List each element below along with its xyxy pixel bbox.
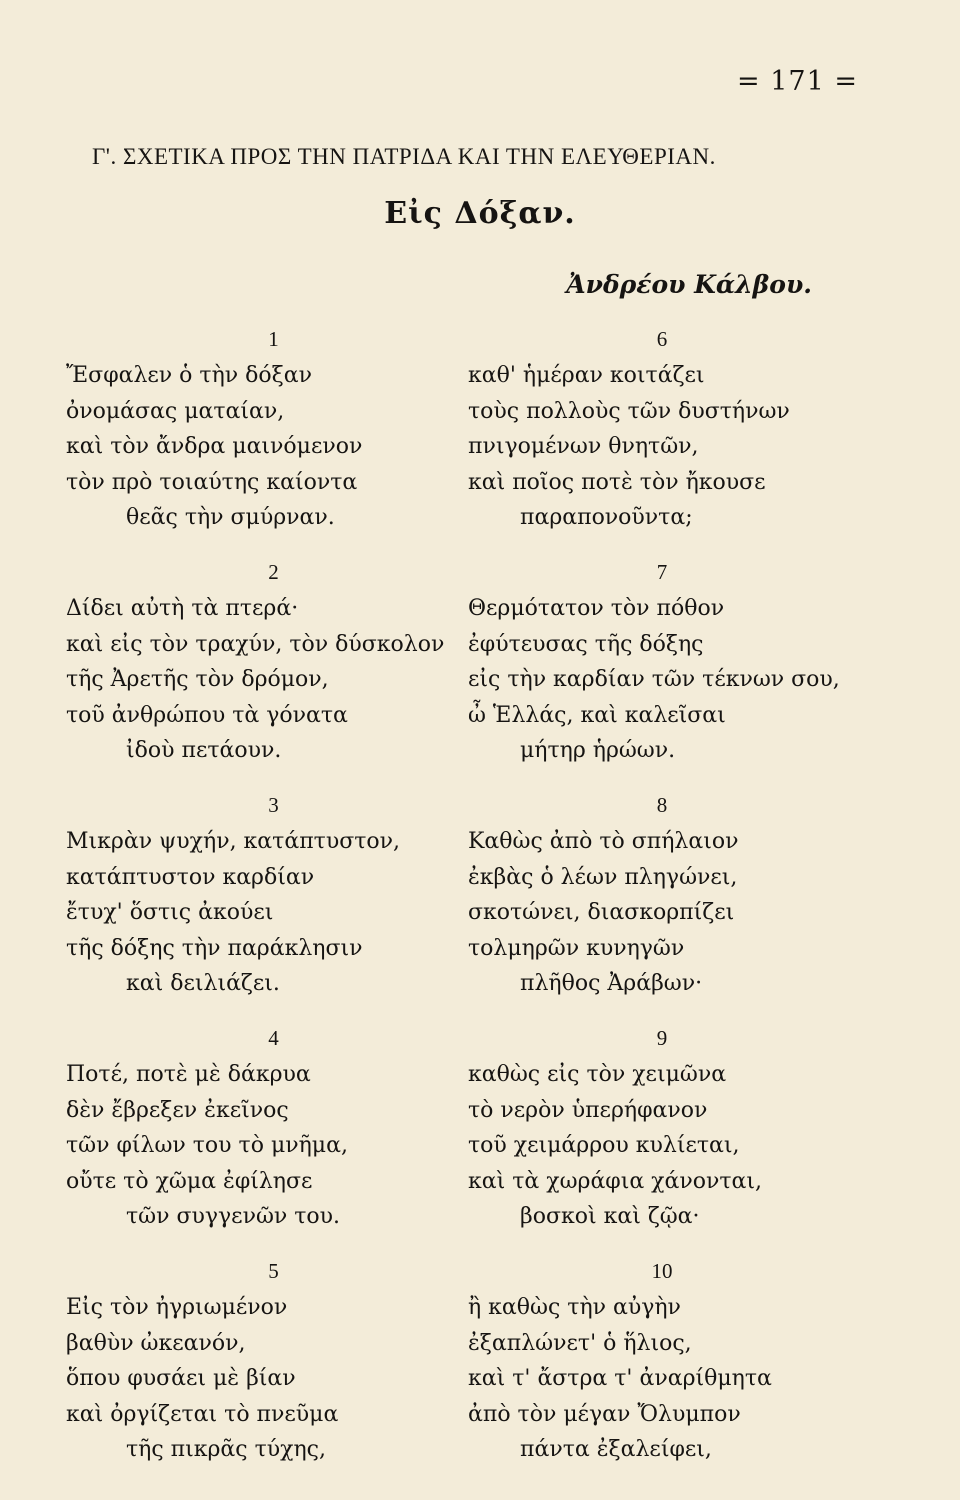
stanza-number: 8 [656, 793, 668, 817]
verse-line: ὀνομάσας ματαίαν, [66, 398, 285, 424]
stanza [66, 320, 466, 553]
stanza [66, 553, 466, 786]
verse-line: τοὺς πολλοὺς τῶν δυστήνων [468, 398, 790, 424]
stanza [468, 1252, 868, 1485]
stanza-number: 4 [268, 1026, 279, 1050]
verse-line: τοῦ ἀνθρώπου τὰ γόνατα [66, 702, 348, 728]
verse-line: καὶ δειλιάζει. [126, 971, 280, 996]
verse-line: τῶν φίλων του τὸ μνῆμα, [66, 1133, 348, 1158]
verse-line: Ἔσφαλεν ὁ τὴν δόξαν [66, 363, 312, 388]
verse-line: καὶ ὀργίζεται τὸ πνεῦμα [66, 1401, 339, 1427]
verse-line: ἐξαπλώνετ' ὁ ἥλιος, [468, 1330, 692, 1356]
verse-line: μήτηρ ἡρώων. [520, 738, 676, 763]
verse-line: παραπονοῦντα; [520, 505, 693, 530]
stanza-number: 10 [651, 1259, 673, 1283]
stanza-number: 7 [656, 560, 668, 584]
poem-title: Εἰς Δόξαν. [384, 196, 576, 231]
verse-line: κατάπτυστον καρδίαν [66, 864, 315, 890]
author-byline: Ἀνδρέου Κάλβου. [566, 270, 812, 299]
verse-line: τολμηρῶν κυνηγῶν [468, 935, 685, 961]
verse-line: ἰδοὺ πετάουν. [126, 738, 282, 763]
stanza-number: 9 [656, 1026, 668, 1050]
verse-line: καὶ τὸν ἄνδρα μαινόμενον [66, 434, 363, 459]
stanza [468, 553, 868, 786]
stanza [66, 786, 466, 1019]
stanza-number: 6 [656, 327, 668, 351]
section-heading: Γ'. ΣΧΕΤΙΚΑ ΠΡΟΣ ΤΗΝ ΠΑΤΡΙΔΑ ΚΑΙ ΤΗΝ ΕΛΕΥΘΕΡΙΑΝ. [92, 144, 716, 169]
verse-line: ἔτυχ' ὅστις ἀκούει [66, 900, 274, 925]
verse-line: τῆς Ἀρετῆς τὸν δρόμον, [66, 667, 329, 692]
stanza-number: 2 [268, 560, 279, 584]
verse-line: καθὼς εἰς τὸν χειμῶνα [468, 1062, 727, 1087]
verse-line: βαθὺν ὠκεανόν, [66, 1330, 246, 1356]
verse-line: τῆς δόξης τὴν παράκλησιν [66, 935, 363, 961]
verse-line: ἀπὸ τὸν μέγαν Ὄλυμπον [468, 1401, 741, 1427]
verse-line: δὲν ἔβρεξεν ἐκεῖνος [66, 1097, 289, 1123]
verse-line: καὶ τ' ἄστρα τ' ἀναρίθμητα [468, 1366, 772, 1391]
stanza-number: 1 [268, 327, 279, 351]
verse-line: ὅπου φυσάει μὲ βίαν [66, 1366, 296, 1391]
stanza [66, 1019, 466, 1252]
stanza-number: 5 [268, 1259, 279, 1283]
verse-line: πλῆθος Ἀράβων· [520, 971, 703, 996]
verse-line: τῆς πικρᾶς τύχης, [126, 1437, 326, 1462]
verse-line: Εἰς τὸν ἠγριωμένον [66, 1295, 288, 1320]
stanza [468, 1019, 868, 1252]
verse-line: οὔτε τὸ χῶμα ἐφίλησε [66, 1168, 313, 1194]
verse-line: Δίδει αὐτὴ τὰ πτερά· [66, 596, 299, 621]
verse-line: Ποτέ, ποτὲ μὲ δάκρυα [66, 1062, 311, 1087]
verse-line: καθ' ἡμέραν κοιτάζει [468, 363, 705, 388]
verse-line: τοῦ χειμάρρου κυλίεται, [468, 1133, 740, 1158]
verse-line: πνιγομένων θνητῶν, [468, 434, 699, 459]
stanza [468, 786, 868, 1019]
verse-line: καὶ ποῖος ποτὲ τὸν ἤκουσε [468, 469, 766, 495]
verse-line: ἐφύτευσας τῆς δόξης [468, 631, 704, 657]
verse-line: τὸν πρὸ τοιαύτης καίοντα [66, 469, 358, 495]
verse-line: σκοτώνει, διασκορπίζει [468, 900, 735, 925]
verse-line: πάντα ἐξαλείφει, [520, 1437, 712, 1462]
verse-line: Καθὼς ἀπὸ τὸ σπήλαιον [468, 829, 739, 854]
verse-line: θεᾶς τὴν σμύρναν. [126, 505, 335, 530]
verse-line: ὦ Ἑλλάς, καὶ καλεῖσαι [468, 702, 726, 728]
verse-line: τὸ νερὸν ὑπερήφανον [468, 1097, 708, 1123]
stanza [66, 1252, 466, 1485]
verse-line: Μικρὰν ψυχήν, κατάπτυστον, [66, 829, 400, 854]
verse-line: ἢ καθὼς τὴν αὐγὴν [468, 1295, 681, 1320]
page-number: = 171 = [737, 66, 858, 97]
left-column [66, 320, 466, 1485]
verse-line: ἐκβὰς ὁ λέων πληγώνει, [468, 864, 738, 890]
stanza-number: 3 [268, 793, 279, 817]
verse-line: καὶ τὰ χωράφια χάνονται, [468, 1168, 763, 1194]
verse-line: εἰς τὴν καρδίαν τῶν τέκνων σου, [468, 667, 840, 692]
verse-line: καὶ εἰς τὸν τραχύν, τὸν δύσκολον [66, 631, 445, 657]
stanza [468, 320, 868, 553]
right-column [468, 320, 868, 1485]
verse-line: τῶν συγγενῶν του. [126, 1204, 341, 1229]
verse-line: Θερμότατον τὸν πόθον [468, 596, 725, 621]
verse-line: βοσκοὶ καὶ ζῷα· [520, 1204, 700, 1229]
